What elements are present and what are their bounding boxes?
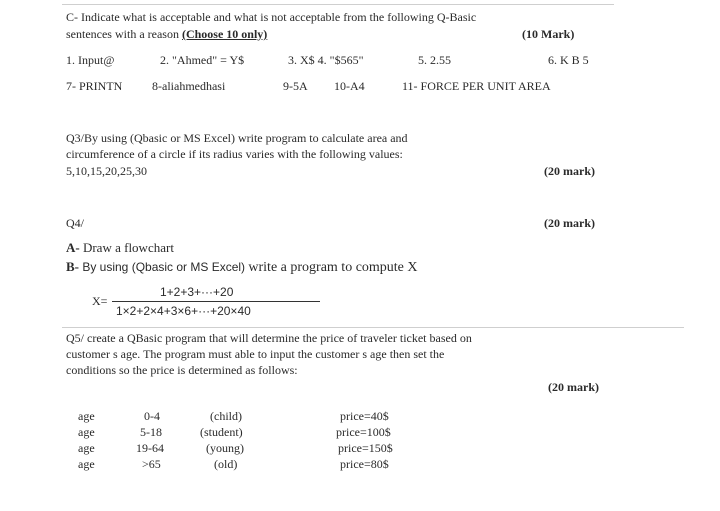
row-4-price: price=80$ [340, 457, 389, 471]
q4-part-a-label: A- [66, 240, 80, 255]
row-3-range: 19-64 [136, 441, 164, 455]
q5-divider [62, 327, 684, 328]
q4-part-b [66, 259, 418, 275]
q4-title: Q4/ [66, 216, 84, 230]
item-11: 11- FORCE PER UNIT AREA [402, 79, 551, 93]
q4-part-b-serif-text: write a program to compute X [248, 260, 418, 275]
formula-denominator: 1×2+2×4+3×6+···+20×40 [116, 304, 251, 318]
section-c-line-2 [66, 27, 267, 42]
section-c-mark: (10 Mark) [522, 27, 575, 41]
item-1: 1. Input@ [66, 53, 115, 67]
item-3-4: 3. X$ 4. "$565" [288, 53, 364, 67]
q5-line-1: Q5/ create a QBasic program that will determine the price of traveler ticket based on [66, 331, 472, 345]
row-4-group: (old) [214, 457, 238, 471]
item-6: 6. K B 5 [548, 53, 589, 67]
row-3-label: age [78, 441, 95, 455]
formula-x-label: X= [92, 294, 108, 308]
row-4-label: age [78, 457, 95, 471]
q4-part-b-sans-text: By using (Qbasic or MS Excel) [79, 260, 249, 274]
q3-line-3: 5,10,15,20,25,30 [66, 164, 147, 178]
item-7: 7- PRINTN [66, 79, 123, 93]
formula-fraction-bar [112, 301, 320, 302]
row-3-group: (young) [206, 441, 244, 455]
q5-line-3: conditions so the price is determined as follows: [66, 363, 298, 377]
row-1-price: price=40$ [340, 409, 389, 423]
q3-mark: (20 mark) [544, 164, 595, 178]
item-8: 8-aliahmedhasi [152, 79, 226, 93]
row-2-label: age [78, 425, 95, 439]
row-4-range: >65 [142, 457, 161, 471]
item-9: 9-5A [283, 79, 308, 93]
top-divider [62, 4, 614, 5]
row-2-range: 5-18 [140, 425, 162, 439]
item-10: 10-A4 [334, 79, 365, 93]
q4-part-a-text: Draw a flowchart [79, 240, 174, 255]
q4-part-a [66, 240, 174, 255]
row-1-label: age [78, 409, 95, 423]
row-1-group: (child) [210, 409, 242, 423]
q3-line-2: circumference of a circle if its radius varies with the following values: [66, 147, 403, 161]
row-1-range: 0-4 [144, 409, 160, 423]
row-3-price: price=150$ [338, 441, 393, 455]
item-2: 2. "Ahmed" = Y$ [160, 53, 245, 67]
row-2-group: (student) [200, 425, 243, 439]
choose-ten-only: (Choose 10 only) [181, 27, 268, 41]
formula-numerator: 1+2+3+···+20 [160, 285, 234, 299]
row-2-price: price=100$ [336, 425, 391, 439]
q4-part-b-label: B- [66, 259, 79, 274]
section-c-line-1: C- Indicate what is acceptable and what is not acceptable from the following Q-Basic [66, 10, 477, 24]
q4-mark: (20 mark) [544, 216, 595, 230]
item-5: 5. 2.55 [418, 53, 451, 67]
section-c-line-2-prefix: sentences with a reason [66, 27, 182, 41]
q3-line-1: Q3/By using (Qbasic or MS Excel) write program to calculate area and [66, 131, 408, 145]
q5-mark: (20 mark) [548, 380, 599, 394]
q5-line-2: customer s age. The program must able to input the customer s age then set the [66, 347, 445, 361]
